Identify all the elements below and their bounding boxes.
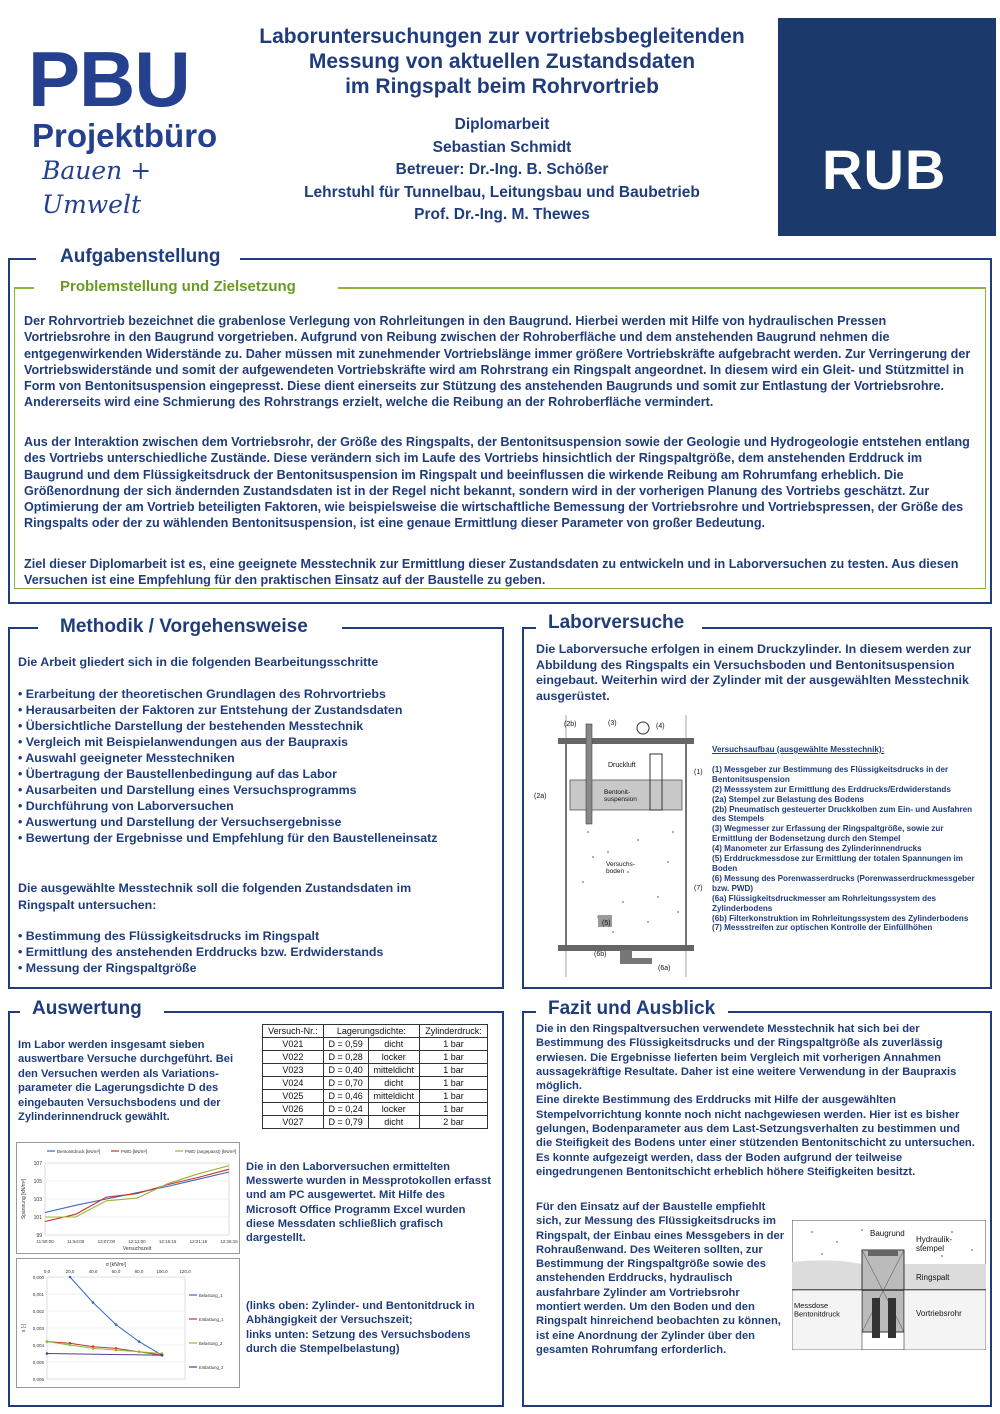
table-row: V027 D = 0,79 dicht 2 bar: [263, 1116, 488, 1129]
data-point: [115, 1349, 118, 1352]
label-1: (1): [694, 769, 703, 776]
fazit-text-1: Die in den Ringspaltversuchen verwendete Messtechnik hat sich bei der Bestimmung des Flüssigkeitsdrucks und der Ringspaltgröße als zuverlässig erwiesen. Die Ergebnisse lieferten beim Vergleich mit vorherigen Annahmen aussagekräftige Resultate. Daher ist eine weitere Verwendung in der Baupraxis möglich. Eine direkte Bestimmung des Erddrucks mit Hilfe der ausgewählten Stempelvorrichtung konnte noch nicht nachgewiesen werden. Hier ist es bisher gelungen, Bodenparameter aus dem Last-Setzungsverhalten zu bestimmen und die Steifigkeit des Bodens unter einer stützenden Bentonitschicht zu untersuchen. Es konnte aufgezeigt werden, dass der Boden aufgrund der teilweise eingedrungenen Bentonitschicht erheblich höhere Steifigkeiten besitzt.: [536, 1023, 975, 1178]
x-tick-label: 100,0: [156, 1269, 168, 1274]
list-item: • Auswahl geeigneter Messtechniken: [18, 751, 235, 765]
legend-item: (6) Messung des Porenwasserdrucks (Porenwasserdruckmessgeber bzw. PWD): [712, 873, 975, 893]
series-line: [45, 1169, 229, 1221]
label-6b: (6b): [594, 951, 607, 958]
y-tick-label: 0,002: [32, 1309, 44, 1314]
series-line: [45, 1166, 229, 1217]
x-tick-label: 60,0: [111, 1269, 121, 1274]
label-versuchsboden: Versuchs-boden: [606, 861, 635, 876]
pbu-logo-text: PBU: [28, 35, 190, 123]
x-tick-label: 12:16:15: [158, 1239, 177, 1244]
auswertung-text-1: Im Labor werden insgesamt sieben auswertbare Versuche durchgeführt. Bei den Versuchen werden als Variations-parameter die Lagerungsdichte D des eingebauten Versuchsbodens und der Zylinderinnendruck gewählt.: [18, 1039, 234, 1124]
x-tick-label: 120,0: [179, 1269, 191, 1274]
legend-item: (2) Messsystem zur Ermittlung des Erddrucks/Erdwiderstands: [712, 784, 951, 794]
bauen-umwelt-text: Bauen + Umwelt: [42, 156, 152, 219]
list-item: • Übersichtliche Darstellung der bestehenden Messtechnik: [18, 719, 364, 733]
x-tick-label: 40,0: [88, 1269, 98, 1274]
lehrstuhl: Lehrstuhl für Tunnelbau, Leitungsbau und Baubetrieb: [304, 183, 700, 201]
table-row: V026 D = 0,24 locker 1 bar: [263, 1103, 488, 1116]
list-item: • Vergleich mit Beispielanwendungen aus der Baupraxis: [18, 735, 349, 749]
label-2b: (2b): [564, 721, 577, 728]
labor-title: Laborversuche: [538, 612, 694, 634]
title-line: Laboruntersuchungen zur vortriebsbegleitenden: [259, 25, 745, 48]
list-item: • Bestimmung des Flüssigkeitsdrucks im Ringspalt: [18, 929, 320, 943]
druck-zeit-chart: [16, 1142, 240, 1254]
x-tick-label: 80,0: [134, 1269, 144, 1274]
data-point: [46, 1340, 49, 1343]
y-tick-label: 105: [33, 1179, 42, 1185]
label-5: (5): [602, 920, 611, 927]
data-point: [92, 1347, 95, 1350]
versuche-table: [262, 1024, 488, 1129]
series-line: [45, 1172, 229, 1213]
label-2a: (2a): [534, 793, 547, 800]
versuchsaufbau-diagram: [528, 712, 716, 980]
y-axis-label: Spannung [kN/m²]: [21, 1178, 27, 1220]
professor: Prof. Dr.-Ing. M. Thewes: [414, 206, 590, 223]
pbu-logo: [28, 35, 228, 219]
table-row: V021 D = 0,59 dicht 1 bar: [263, 1038, 488, 1051]
poster-title: [232, 24, 772, 99]
versuchsaufbau-legend: [712, 745, 984, 933]
methodik-items-2: [18, 928, 488, 976]
methodik-intro-2: Die ausgewählte Messtechnik soll die folgenden Zustandsdaten im Ringspalt untersuchen:: [18, 881, 412, 912]
x-tick-label: 20,0: [65, 1269, 75, 1274]
y-tick-label: 0,000: [32, 1275, 44, 1280]
betreuer: Betreuer: Dr.-Ing. B. Schößer: [395, 161, 609, 178]
aufgabe-paragraph-3: Ziel dieser Diplomarbeit ist es, eine geeignete Messtechnik zur Ermittlung dieser Zustandsdaten zu entwickeln und in Laborversuchen zu testen. Aus diesen Versuchen ist eine Empfehlung für den praktischen Einsatz auf der Baustelle zu geben.: [24, 557, 959, 588]
author-name: Sebastian Schmidt: [432, 138, 572, 156]
table-header: Lagerungsdichte:: [323, 1025, 419, 1038]
legend-label: PWD [kN/m²]: [121, 1149, 148, 1154]
legend-item: (2b) Pneumatisch gesteuerter Druckkolben zum Ein- und Ausfahren des Stempels: [712, 804, 973, 824]
legend-item: (2a) Stempel zur Belastung des Bodens: [712, 794, 865, 804]
x-axis-label: Versuchszeit: [122, 1246, 152, 1252]
x-tick-label: 11:54:00: [67, 1239, 85, 1244]
projektbuero-text: Projektbüro: [32, 117, 218, 154]
series-line: [70, 1277, 162, 1355]
legend-label: Belastung_2: [199, 1341, 223, 1346]
title-line: Messung von aktuellen Zustandsdaten: [308, 50, 696, 73]
auswertung-text-3: (links oben: Zylinder- und Bentonitdruck in Abhängigkeit der Versuchszeit; links unten: Setzung des Versuchsbodens durch die Stempelbelastung): [246, 1300, 475, 1356]
legend-title: Versuchsaufbau (ausgewählte Messtechnik):: [712, 745, 885, 754]
y-tick-label: 101: [33, 1215, 42, 1221]
legend-item: (7) Messstreifen zur optischen Kontrolle der Einfüllhöhen: [712, 923, 933, 933]
y-tick-label: 99: [36, 1233, 42, 1239]
label-4: (4): [656, 723, 665, 730]
fazit-title: Fazit und Ausblick: [538, 998, 725, 1020]
table-row: V023 D = 0,40 mitteldicht 1 bar: [263, 1064, 488, 1077]
label-baugrund: Baugrund: [870, 1229, 905, 1238]
x-tick-label: 12:26:15: [220, 1239, 238, 1244]
aufgabe-title: Aufgabenstellung: [50, 246, 230, 268]
legend-label: Entlastung_2: [199, 1365, 224, 1370]
table-header: Versuch-Nr.:: [263, 1025, 324, 1038]
y-tick-label: 0,001: [32, 1292, 44, 1297]
label-bentonit: Bentonit-suspension: [604, 789, 637, 804]
list-item: • Messung der Ringspaltgröße: [18, 961, 197, 975]
legend-label: PWD (angepasst) [kN/m²]: [185, 1149, 237, 1154]
label-3: (3): [608, 720, 617, 727]
x-tick-label: 0,0: [43, 1269, 51, 1274]
data-point: [69, 1276, 72, 1279]
x-tick-label: 12:21:15: [189, 1239, 208, 1244]
rub-logo: [778, 18, 996, 236]
legend-label: Bentonitdruck [kN/m²]: [57, 1149, 101, 1154]
label-7: (7): [694, 885, 703, 892]
legend-label: Entlastung_1: [199, 1317, 224, 1322]
legend-label: Belastung_1: [199, 1293, 223, 1298]
series-line: [47, 1354, 162, 1356]
list-item: • Herausarbeiten der Faktoren zur Entstehung der Zustandsdaten: [18, 703, 403, 717]
auswertung-title: Auswertung: [22, 998, 152, 1020]
y-tick-label: 107: [33, 1161, 42, 1167]
y-tick-label: 0,005: [32, 1360, 44, 1365]
data-point: [46, 1352, 49, 1355]
y-tick-label: 103: [33, 1197, 42, 1203]
legend-item: (5) Erddruckmessdose zur Ermittlung der totalen Spannungen im Boden: [712, 854, 963, 873]
table-header: Zylinderdruck:: [419, 1025, 487, 1038]
list-item: • Durchführung von Laborversuchen: [18, 799, 234, 813]
label-messdose: Messdose Bentonitdruck: [794, 1301, 840, 1319]
aufgabe-paragraph-2: Aus der Interaktion zwischen dem Vortriebsrohr, der Größe des Ringspalts, der Bentonitsuspension sowie der Geologie und Hydrogeologie entstehen entlang des Vortriebs unterschiedliche Zustände. Diese verändern sich im Laufe des Vortriebs hinsichtlich der Ringspaltgröße, dem anstehenden Erddruck im Baugrund und dem Flüssigkeitsdruck der Bentonitsuspension im Ringspalt und beeinflussen die wirkende Reibung am Rohrumfang erheblich. Die Größenordnung der sich ändernden Zustandsdaten ist in der Regel nicht bekannt, sondern wird in der vorherigen Planung des Vortriebs geschätzt. Zur Optimierung der am Vortrieb beteiligten Faktoren, wie beispielsweise die wirtschaftliche Bemessung der Vortriebsrohre und Vortriebspressen, der Größe des Ringspalts oder der zu wählenden Bentonitsuspension, ist eine genaue Ermittlung dieser Parameter von großer Bedeutung.: [24, 435, 970, 531]
legend-item: (1) Messgeber zur Bestimmung des Flüssigkeitsdrucks in der Bentonitsuspension: [712, 764, 949, 784]
table-row: V022 D = 0,28 locker 1 bar: [263, 1051, 488, 1064]
data-point: [115, 1323, 118, 1326]
auswertung-text-2: Die in den Laborversuchen ermittelten Messwerte wurden in Messprotokollen erfasst und am PC ausgewertet. Mit Hilfe des Microsoft Office Programm Excel wurden diese Messdaten schließlich grafisch dargestellt.: [246, 1161, 491, 1245]
title-line: im Ringspalt beim Rohrvortrieb: [345, 75, 659, 98]
table-row: V024 D = 0,70 dicht 1 bar: [263, 1077, 488, 1090]
legend-item: (3) Wegmesser zur Erfassung der Ringspaltgröße, sowie zur Ermittlung der Bodensetzung durch den Stempel: [712, 824, 944, 844]
list-item: • Ermittlung des anstehenden Erddrucks bzw. Erdwiderstands: [18, 945, 384, 959]
data-point: [138, 1340, 141, 1343]
rub-logo-text: RUB: [822, 138, 947, 201]
x-axis-label: σ [kN/m²]: [105, 1262, 127, 1268]
aufgabe-paragraph-1: Der Rohrvortrieb bezeichnet die grabenlose Verlegung von Rohrleitungen in den Baugrund. Hierbei werden mit Hilfe von hydraulischen Pressen Vortriebsrohre in den Baugrund vorgetrieben. Aufgrund von Reibung zwischen der Rohroberfläche und dem anstehenden Baugrund nehmen die entgegenwirkenden Widerstände zu. Daher müssen mit zunehmender Vortriebslänge immer größere Vortriebskräfte aufgebracht werden. Zur Verringerung der Vortriebswiderstände und somit der aufgewendeten Vortriebskräfte wird am Rohrstrang ein Ringspalt angeordnet. In diesem wird ein Gleit- und Stützmittel in Form von Bentonitsuspension eingepresst. Diese dient einerseits zur Stützung des anstehenden Baugrunds und somit zur Entlastung der Vortriebsrohre. Andererseits wird eine Schmierung des Rohrstrangs erzielt, welche die Reibung an der Rohroberfläche vermindert.: [24, 314, 971, 410]
x-tick-label: 13:07:00: [97, 1239, 116, 1244]
x-tick-label: 12:11:00: [128, 1239, 146, 1244]
series-line: [47, 1342, 162, 1356]
list-item: • Ausarbeiten und Darstellung eines Versuchsprogramms: [18, 783, 357, 797]
legend-item: (4) Manometer zur Erfassung des Zylinderinnendrucks: [712, 844, 922, 854]
methodik-steps: [18, 686, 498, 846]
author-block: [232, 114, 772, 227]
y-tick-label: 0,006: [32, 1377, 44, 1382]
label-hydraulikstempel: Hydraulik-stempel: [916, 1235, 953, 1253]
methodik-title: Methodik / Vorgehensweise: [50, 616, 318, 638]
data-point: [161, 1354, 164, 1357]
label-ringspalt: Ringspalt: [916, 1273, 950, 1282]
fazit-rohr-diagram: [792, 1220, 986, 1350]
aufgabe-subtitle: Problemstellung und Zielsetzung: [52, 278, 304, 296]
list-item: • Übertragung der Baustellenbedingung auf das Labor: [18, 767, 337, 781]
methodik-intro: Die Arbeit gliedert sich in die folgenden Bearbeitungsschritte: [18, 655, 379, 669]
label-6a: (6a): [658, 965, 671, 972]
setzung-chart: [16, 1258, 240, 1388]
diplomarbeit-label: Diplomarbeit: [454, 116, 550, 133]
y-tick-label: 0,003: [32, 1326, 44, 1331]
data-point: [138, 1351, 141, 1354]
legend-item: (6b) Filterkonstruktion im Rohrleitungssystem des Zylinderbodens: [712, 913, 969, 923]
data-point: [69, 1344, 72, 1347]
data-point: [92, 1301, 95, 1304]
y-tick-label: 0,004: [32, 1343, 44, 1348]
list-item: • Auswertung und Darstellung der Versuchsergebnisse: [18, 815, 342, 829]
x-tick-label: 11:50:00: [36, 1239, 54, 1244]
label-vortriebsrohr: Vortriebsrohr: [916, 1309, 962, 1318]
fazit-text-2: Für den Einsatz auf der Baustelle empfiehlt sich, zur Messung des Flüssigkeitsdrucks im Ringspalt, der Einbau eines Messgebers in der Rohraußenwand. Des Weiteren sollten, zur Bestimmung der Ringspaltgröße sowie des anstehenden Erddrucks, hydraulisch ausfahrbare Zylinder am Vortriebsrohr montiert werden. Um den Boden und den Ringspalt hinreichend beobachten zu können, ist eine Anordnung der Zylinder über den gesamten Rohrumfang erforderlich.: [536, 1201, 785, 1356]
list-item: • Erarbeitung der theoretischen Grundlagen des Rohrvortriebs: [18, 687, 386, 701]
label-druckluft: Druckluft: [608, 762, 636, 769]
labor-text: Die Laborversuche erfolgen in einem Druckzylinder. In diesem werden zur Abbildung des Ringspalts ein Versuchsboden und Bentonitsuspension eingebaut. Weiterhin wird der Zylinder mit der ausgewählten Messtechnik ausgerüstet.: [536, 642, 972, 703]
list-item: • Bewertung der Ergebnisse und Empfehlung für den Baustelleneinsatz: [18, 831, 438, 845]
y-axis-label: s [-]: [21, 1323, 27, 1333]
legend-item: (6a) Flüssigkeitsdruckmesser am Rohrleitungssystem des Zylinderbodens: [712, 893, 937, 913]
table-row: V025 D = 0,46 mitteldicht 1 bar: [263, 1090, 488, 1103]
